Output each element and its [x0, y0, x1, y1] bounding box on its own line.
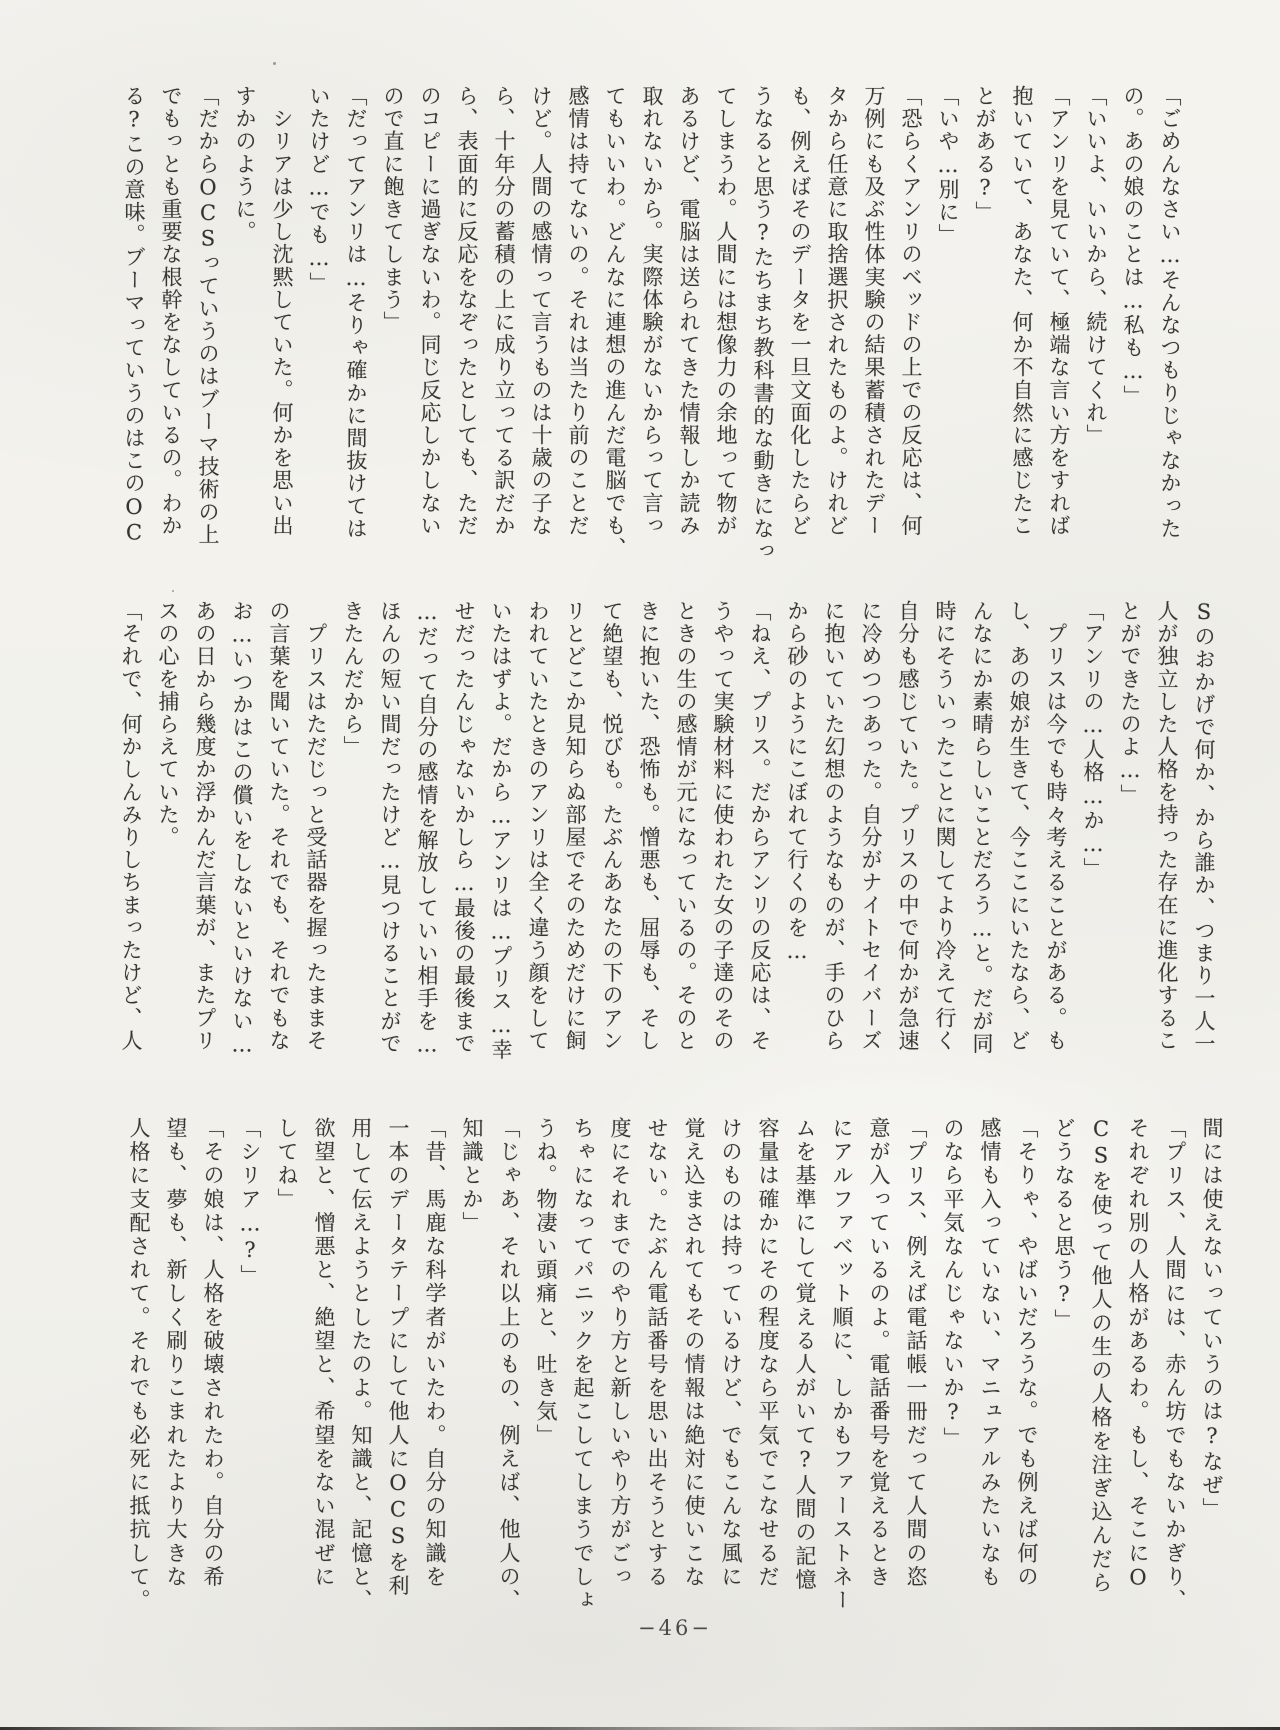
text-column: シリアは少し沈黙していた。何かを思い出 — [270, 85, 294, 537]
text-column: 欲望と、憎悪と、絶望と、希望をない混ぜに — [312, 1117, 336, 1589]
text-column: 意が入っているのよ。電話番号を覚えるとき — [867, 1117, 891, 1589]
text-column: ムを基準にして覚える人がいて?人間の記憶 — [793, 1117, 817, 1592]
text-column: 「いいよ、いいから、続けてくれ」 — [1084, 85, 1108, 447]
text-column: せない。たぶん電話番号を思い出そうとする — [645, 1117, 669, 1589]
text-column: 「ねえ、プリス。だからアンリの反応は、そ — [748, 600, 772, 1052]
text-column: も、例えばそのデータを一旦文面化したらど — [788, 85, 812, 537]
text-column: から砂のようにこぼれて行くのを… — [785, 600, 809, 965]
text-column: 感情も入っていない、マニュアルみたいなも — [978, 1117, 1002, 1589]
text-column: し、あの娘が生きて、今ここにいたなら、ど — [1007, 600, 1031, 1052]
text-column: それぞれ別の人格があるわ。もし、そこにO — [1126, 1117, 1150, 1592]
scan-speck — [172, 590, 174, 592]
text-column: 人が独立した人格を持った存在に進化するこ — [1155, 600, 1179, 1052]
text-column: 「その娘は、人格を破壊されたわ。自分の希 — [201, 1117, 225, 1589]
text-column: 容量は確かにその程度なら平気でこなせるだ — [756, 1117, 780, 1589]
text-column: んなにか素晴らしいことだろう…と。だが同 — [970, 600, 994, 1055]
text-column: いたはずよ。だから…アンリは…プリス…幸 — [489, 600, 513, 1061]
text-column: うね。物凄い頭痛と、吐き気」 — [534, 1117, 558, 1448]
text-column: ら、表面的に反応をなぞったとしても、ただ — [455, 85, 479, 537]
text-column: 望も、夢も、新しく刷りこまれたより大きな — [164, 1117, 188, 1589]
text-column: 「そりゃ、やばいだろうな。でも例えば何の — [1015, 1117, 1039, 1589]
text-column: て絶望も、悦びも。たぶんあなたの下のアン — [600, 600, 624, 1052]
text-column: でもっとも重要な根幹をなしているの。わか — [159, 85, 183, 537]
text-column: あの日から幾度か浮かんだ言葉が、またプリ — [193, 600, 217, 1052]
text-column: 「アンリの…人格…か…」 — [1081, 600, 1105, 881]
text-column: 用して伝えようとしたのよ。知識と、記憶と、 — [349, 1117, 373, 1613]
text-column: 人格に支配されて。それでも必死に抵抗して。 — [127, 1117, 151, 1613]
text-column: あるけど、電脳は送られてきた情報しか読み — [677, 85, 701, 537]
text-column: ら、十年分の蓄積の上に成り立ってる訳だか — [492, 85, 516, 537]
text-column: の言葉を聞いていた。それでも、それでもな — [267, 600, 291, 1052]
text-column: リとどこか見知らぬ部屋でそのためだけに飼 — [563, 600, 587, 1052]
text-column: 自分も感じていた。プリスの中で何かが急速 — [896, 600, 920, 1052]
text-column: 知識とか」 — [460, 1117, 484, 1235]
text-column: ときの生の感情が元になっているの。そのと — [674, 600, 698, 1052]
text-column: CSを使って他人の生の人格を注ぎ込んだら — [1089, 1117, 1113, 1595]
text-band-middle — [120, 600, 1214, 1078]
text-column: に冷めつつあった。自分がナイトセイバーズ — [859, 600, 883, 1052]
text-column: お…いつかはこの償いをしないといけない… — [230, 600, 254, 1058]
text-column: 「昔、馬鹿な科学者がいたわ。自分の知識を — [423, 1117, 447, 1589]
text-column: けど。人間の感情って言うものは十歳の子な — [529, 85, 553, 537]
text-column: うやって実験材料に使われた女の子達のその — [711, 600, 735, 1052]
page-number: −46− — [638, 1616, 712, 1640]
text-column: 間には使えないっていうのは?なぜ」 — [1200, 1117, 1224, 1522]
text-column: 「シリア…?」 — [238, 1117, 262, 1289]
text-column: 「いや…別に」 — [936, 85, 960, 247]
text-column: 「プリス、人間には、赤ん坊でもないかぎり、 — [1163, 1117, 1187, 1613]
text-column: 「アンリを見ていて、極端な言い方をすれば — [1047, 85, 1071, 537]
text-column: てもいいわ。どんなに連想の進んだ電脳でも、 — [603, 85, 627, 560]
text-column: 度にそれまでのやり方と新しいやり方がごっ — [608, 1117, 632, 1589]
text-column: 「恐らくアンリのベッドの上での反応は、何 — [899, 85, 923, 537]
text-column: とができたのよ…」 — [1118, 600, 1142, 807]
text-column: …だって自分の感情を解放していい相手を… — [415, 600, 439, 1058]
text-band-bottom — [128, 1117, 1222, 1617]
text-column: 「じゃあ、それ以上のもの、例えば、他人の、 — [497, 1117, 521, 1613]
text-column: ちゃになってパニックを起こしてしまうでしょ — [571, 1117, 595, 1613]
text-column: けのものは持っているけど、でもこんな風に — [719, 1117, 743, 1589]
text-column: のなら平気なんじゃないか?」 — [941, 1117, 965, 1451]
text-column: とがある?」 — [973, 85, 997, 224]
text-column: 「だからOCSっていうのはブーマ技術の上 — [196, 85, 220, 546]
text-column: せだったんじゃないかしら…最後の最後まで — [452, 600, 476, 1055]
text-column: 万例にも及ぶ性体実験の結果蓄積されたデー — [862, 85, 886, 537]
scan-speck — [273, 62, 276, 65]
text-column: いたけど…でも…」 — [307, 85, 331, 295]
text-column: 時にそういったことに関してより冷えて行く — [933, 600, 957, 1052]
text-column: 「ごめんなさい…そんなつもりじゃなかった — [1158, 85, 1182, 540]
text-column: タから任意に取捨選択されたものよ。けれど — [825, 85, 849, 537]
text-column: 取れないから。実際体験がないからって言っ — [640, 85, 664, 537]
text-column: に抱いていた幻想のようなものが、手のひら — [822, 600, 846, 1052]
text-column: すかのように。 — [233, 85, 257, 244]
text-column: きたんだから」 — [341, 600, 365, 759]
text-column: どうなると思う?」 — [1052, 1117, 1076, 1333]
text-column: のコピーに過ぎないわ。同じ反応しかしない — [418, 85, 442, 537]
text-column: 「それで、何かしんみりしちまったけど、人 — [119, 600, 143, 1052]
text-column: ほんの短い間だったけど…見つけることがで — [378, 600, 402, 1055]
text-column: プリスは今でも時々考えることがある。も — [1044, 600, 1068, 1052]
text-column: 一本のデータテープにして他人にOCSを利 — [386, 1117, 410, 1598]
text-column: 覚え込まされてもその情報は絶対に使いこな — [682, 1117, 706, 1589]
text-column: にアルファベット順に、しかもファーストネー — [830, 1117, 854, 1613]
text-column: ので直に飽きてしまう」 — [381, 85, 405, 334]
text-column: スの心を捕らえていた。 — [156, 600, 180, 849]
text-column: る?この意味。ブーマっていうのはこのOC — [122, 85, 146, 546]
text-column: きに抱いた、恐怖も。憎悪も、屈辱も、そし — [637, 600, 661, 1052]
text-column: うなると思う?たちまち教科書的な動きになっ — [751, 85, 775, 563]
text-column: 「プリス、例えば電話帳一冊だって人間の恣 — [904, 1117, 928, 1589]
text-column: Sのおかげで何か、から誰か、つまり一人一 — [1192, 600, 1216, 1055]
text-column: 抱いていて、あなた、何か不自然に感じたこ — [1010, 85, 1034, 537]
text-column: 感情は持てないの。それは当たり前のことだ — [566, 85, 590, 537]
text-column: 「だってアンリは…そりゃ確かに間抜けては — [344, 85, 368, 540]
text-column: てしまうわ。人間には想像力の余地って物が — [714, 85, 738, 537]
text-column: してね」 — [275, 1117, 299, 1212]
text-column: プリスはただじっと受話器を握ったままそ — [304, 600, 328, 1052]
text-band-top — [123, 85, 1180, 561]
text-column: われていたときのアンリは全く違う顔をして — [526, 600, 550, 1052]
text-column: の。あの娘のことは…私も…」 — [1121, 85, 1145, 408]
